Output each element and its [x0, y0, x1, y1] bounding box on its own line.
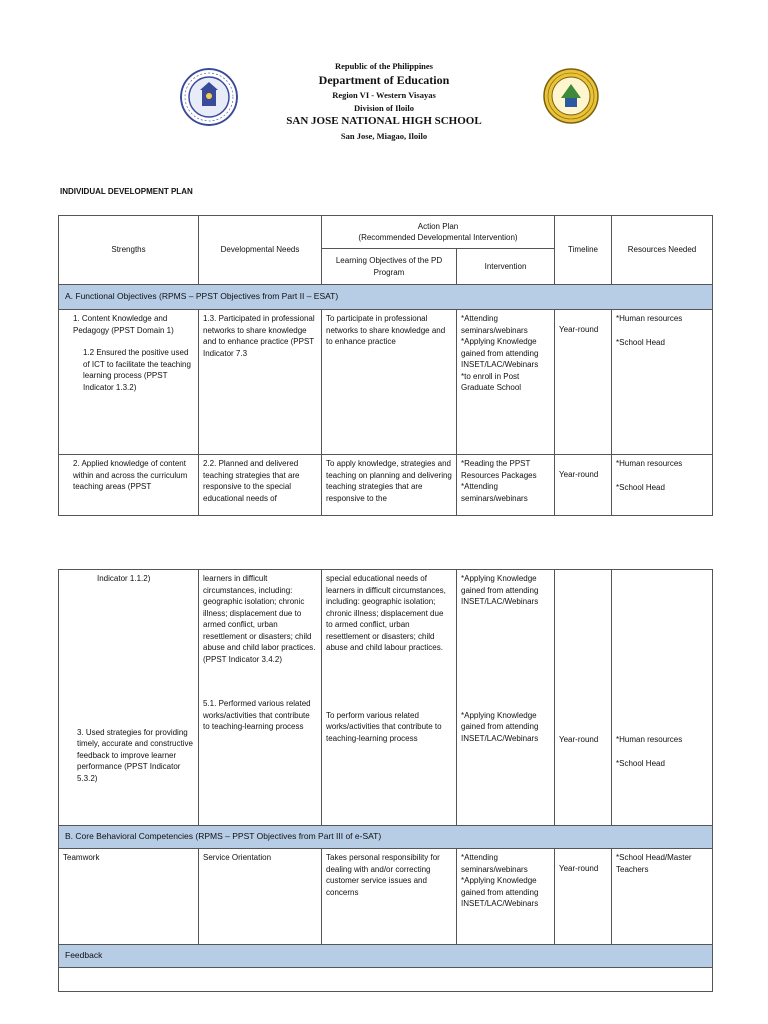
intervention-cell: *Attending seminars/webinars *Applying Knowledge gained from attending INSET/LAC/Webinars *to enroll in Post Graduate School	[457, 310, 555, 455]
department-line: Department of Education	[318, 73, 450, 87]
header-developmental-needs: Developmental Needs	[199, 216, 322, 285]
intervention-cell: *Reading the PPST Resources Packages *Attending seminars/webinars	[457, 455, 555, 516]
resource-item: *School Head	[616, 482, 665, 492]
intervention-cell	[457, 570, 555, 826]
feedback-heading: Feedback	[59, 945, 713, 968]
timeline-cell	[555, 570, 612, 826]
table-row	[59, 570, 713, 826]
objective-cell: Takes personal responsibility for dealing with and/or correcting customer service issues and concerns	[322, 849, 457, 945]
table-row	[59, 310, 713, 455]
section-b-heading: B. Core Behavioral Competencies (RPMS – PPST Objectives from Part III of e-SAT)	[59, 826, 713, 849]
strength-cell	[59, 310, 199, 455]
resource-item: *Human resources	[616, 735, 683, 744]
region-line: Region VI - Western Visayas	[332, 90, 436, 100]
intervention-cell: *Attending seminars/webinars *Applying Knowledge gained from attending INSET/LAC/Webinars	[457, 849, 555, 945]
header-timeline: Timeline	[555, 216, 612, 285]
action-plan-sublabel: (Recommended Developmental Intervention)	[358, 233, 518, 242]
resource-item: *School Head	[616, 758, 665, 768]
need-item: learners in difficult circumstances, including: geographic isolation; chronic illness; displacement due to armed conflict, urban resettlement or disasters; child abuse and child labor practices. (PPST Indicator 3.4.2)	[203, 574, 316, 664]
idp-table-page-2	[58, 569, 713, 992]
intervention-item: *Applying Knowledge gained from attending INSET/LAC/Webinars	[461, 710, 539, 743]
resources-cell	[612, 570, 713, 826]
strength-item: 3. Used strategies for providing timely, accurate and constructive feedback to improve learner performance (PPST Indicator 5.3.2)	[77, 727, 193, 783]
timeline-cell: Year-round	[555, 849, 612, 945]
strength-item: 1.2 Ensured the positive used of ICT to facilitate the teaching learning process (PPST Indicator 1.3.2)	[83, 348, 191, 392]
strength-cell: Teamwork	[59, 849, 199, 945]
header-resources: Resources Needed	[612, 216, 713, 285]
need-cell: 2.2. Planned and delivered teaching strategies that are responsive to the special educational needs of	[199, 455, 322, 516]
school-address: San Jose, Miagao, Iloilo	[340, 131, 428, 141]
need-cell: 1.3. Participated in professional networks to share knowledge and to enhance practice (PPST Indicator 7.3	[199, 310, 322, 455]
resources-cell	[612, 310, 713, 455]
plan-title: INDIVIDUAL DEVELOPMENT PLAN	[60, 187, 193, 196]
strength-item: 1. Content Knowledge and Pedagogy (PPST Domain 1)	[73, 314, 174, 335]
table-row	[59, 455, 713, 516]
action-plan-label: Action Plan	[417, 221, 459, 231]
resource-item: *Human resources	[616, 459, 683, 468]
section-a-heading: A. Functional Objectives (RPMS – PPST Objectives from Part II – ESAT)	[59, 285, 713, 310]
resource-item: *Human resources	[616, 314, 683, 323]
intervention-item: *Applying Knowledge gained from attending INSET/LAC/Webinars	[461, 574, 539, 606]
header-learning-objectives: Learning Objectives of the PD Program	[322, 249, 457, 285]
strength-item: Indicator 1.1.2)	[97, 574, 151, 583]
need-item: 5.1. Performed various related works/activities that contribute to teaching-learning process	[203, 699, 311, 731]
resources-cell	[612, 455, 713, 516]
timeline-cell: Year-round	[555, 455, 612, 516]
header-action-plan	[322, 216, 555, 249]
table-row	[59, 849, 713, 945]
header-intervention: Intervention	[457, 249, 555, 285]
header-strengths: Strengths	[59, 216, 199, 285]
idp-table-page-1	[58, 215, 713, 516]
division-line: Division of Iloilo	[354, 103, 414, 113]
resource-item: *School Head	[616, 337, 665, 347]
objective-cell: To apply knowledge, strategies and teaching on planning and delivering teaching strategies that are responsive to the	[322, 455, 457, 516]
timeline-cell: Year-round	[555, 310, 612, 455]
need-cell	[199, 570, 322, 826]
objective-item: special educational needs of learners in difficult circumstances, including: geographic isolation; chronic illness; displacement due to armed conflict, urban resettlement or disasters; child abuse and child labour practices.	[326, 574, 446, 652]
strength-cell: 2. Applied knowledge of content within and across the curriculum teaching areas (PPST	[59, 455, 199, 516]
timeline-item: Year-round	[559, 735, 599, 744]
need-cell: Service Orientation	[199, 849, 322, 945]
letterhead	[0, 0, 768, 160]
objective-item: To perform various related works/activities that contribute to teaching-learning process	[326, 710, 442, 743]
resources-cell: *School Head/Master Teachers	[612, 849, 713, 945]
republic-line: Republic of the Philippines	[334, 61, 433, 71]
strength-cell	[59, 570, 199, 826]
objective-cell	[322, 570, 457, 826]
school-name: SAN JOSE NATIONAL HIGH SCHOOL	[286, 115, 482, 127]
feedback-field[interactable]	[59, 968, 713, 992]
objective-cell: To participate in professional networks to share knowledge and to enhance practice	[322, 310, 457, 455]
